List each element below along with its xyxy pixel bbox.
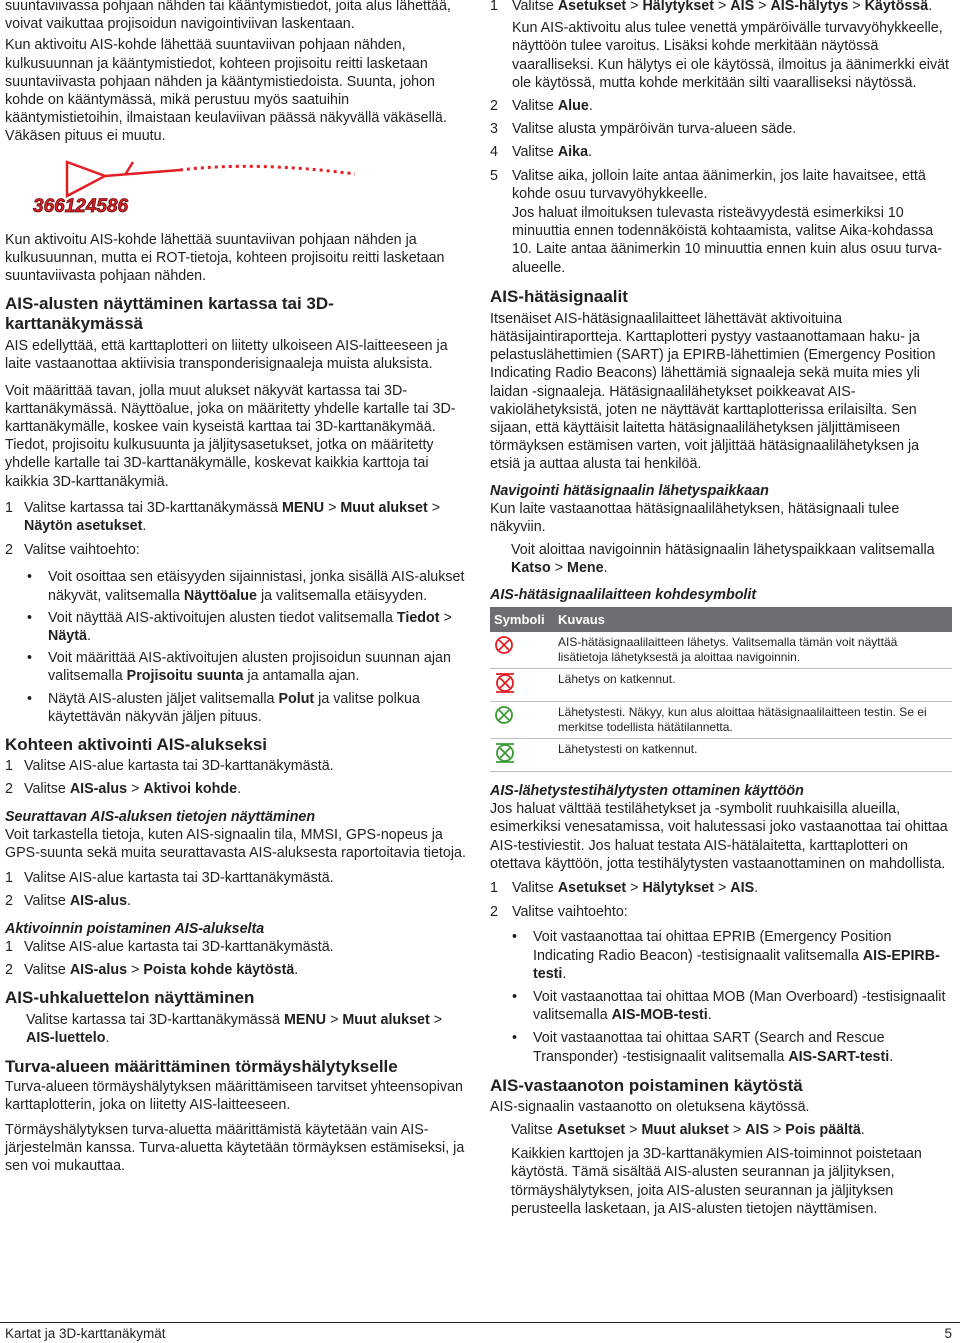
display-paragraph-1: AIS edellyttää, että karttaplotteri on liitetty ulkoiseen AIS-laitteeseen ja laite vastaanottaa aktiivisia transponderisignaaleja muista aluksista. xyxy=(5,338,448,373)
display-paragraph-2: Voit määrittää tavan, jolla muut alukset näkyvät kartassa tai 3D-karttanäkymässä. Näyttöalue, joka on määritetty yhdelle kartalle tai 3D-karttanäkymälle, koskee vain kyseistä karttaa tai 3D-karttanäkymää. Tiedot, projisoitu kulkusuunta ja jäljitysasetukset, jotka on määritetty yhdelle kartalle tai 3D-karttanäkymälle, koskevat kaikkia karttoja tai kaikkia 3D-karttanäkymiä. xyxy=(5,382,456,490)
distress-symbols-table xyxy=(490,607,952,772)
tracked-vessel-paragraph: Voit tarkastella tietoja, kuten AIS-signaalin tila, MMSI, GPS-nopeus ja GPS-suunta sekä muita seurattavasta AIS-aluksesta raportoitavia tietoja. xyxy=(5,826,466,861)
table-row xyxy=(490,668,952,701)
disable-ais-note: Kaikkien karttojen ja 3D-karttanäkymien AIS-toiminnot poistetaan käytöstä. Tämä sisältää AIS-alusten seurannan ja jäljityksen, törmäyshälytyksen, joita AIS-alusten seurannan ja jäljityksen perusteella lasketaan, ja AIS-alusten tietojen näyttämisen. xyxy=(511,1146,922,1217)
activate-step-1: 1 Valitse AIS-alue kartasta tai 3D-karttanäkymästä. xyxy=(5,758,334,775)
display-step-2: 2 Valitse vaihtoehto: xyxy=(5,542,140,559)
deactivate-step-2: 2 Valitse AIS-alus > Poista kohde käytöstä. xyxy=(5,961,299,978)
test-step-1: 1 Valitse Asetukset > Hälytykset > AIS. xyxy=(490,879,759,896)
distress-lost-red-icon xyxy=(494,672,516,694)
test-option-sart: • Voit vastaanottaa tai ohittaa SART (Search and Rescue Transponder) -testisignaalit valitsemalla AIS-SART-testi. xyxy=(512,1029,952,1065)
ais-target-turn-illustration xyxy=(5,156,467,218)
zone-step-3: 3 Valitse alusta ympäröivän turva-alueen säde. xyxy=(490,121,797,138)
heading-target-symbols: AIS-hätäsignaalilaitteen kohdesymbolit xyxy=(490,586,757,603)
display-option-projected-heading: • Voit määrittää AIS-aktivoitujen alusten projisoidun suunnan ajan valitsemalla Projisoitu suunta ja antamalla ajan. xyxy=(27,649,467,685)
zone-step-5-note: Jos haluat ilmoituksen tulevasta risteävyydestä esimerkiksi 10 minuuttia ennen todennäköistä kohtaamista, valitse Aika-kohdassa 10. Laite antaa äänimerkin 10 minuuttia ennen kuin alus osuu turva-alueelle. xyxy=(512,205,942,276)
deactivate-step-1: 1 Valitse AIS-alue kartasta tai 3D-karttanäkymästä. xyxy=(5,938,334,955)
navigate-distress-instruction: Voit aloittaa navigoinnin hätäsignaalin lähetyspaikkaan valitsemalla Katso > Mene. xyxy=(511,542,935,577)
distress-active-red-icon xyxy=(494,635,514,655)
safe-zone-paragraph-1: Turva-alueen törmäyshälytyksen määrittämiseen tarvitset yhteensopivan karttaplotterin, joka on liitetty AIS-laitteeseen. xyxy=(5,1078,463,1113)
ais-projected-course-graphic xyxy=(5,156,467,218)
test-step-2: 2 Valitse vaihtoehto: xyxy=(490,904,628,921)
heading-distress-signals: AIS-hätäsignaalit xyxy=(490,286,628,306)
table-header-row xyxy=(490,607,952,632)
test-option-mob: • Voit vastaanottaa tai ohittaa MOB (Man Overboard) -testisignaalit valitsemalla AIS-MOB-testi. xyxy=(512,988,952,1024)
zone-step-2: 2 Valitse Alue. xyxy=(490,98,593,115)
tracked-step-2: 2 Valitse AIS-alus. xyxy=(5,893,132,910)
zone-step-5: 5 Valitse aika, jolloin laite antaa äänimerkin, jos laite havaitsee, että kohde osuu turvavyöhykkeelle. xyxy=(490,167,926,202)
projected-course-line xyxy=(180,166,355,174)
display-step-1: 1 Valitse kartassa tai 3D-karttanäkymässä MENU > Muut alukset > Näytön asetukset. xyxy=(5,499,441,535)
display-option-range: • Voit osoittaa sen etäisyyden sijainnistasi, jonka sisällä AIS-alukset näkyvät, valitsemalla Näyttöalue ja valitsemalla etäisyyden. xyxy=(27,568,467,604)
ais-target-triangle-icon xyxy=(67,162,105,196)
table-cell-description: Lähetys on katkennut. xyxy=(554,668,952,701)
zone-step-1-note: Kun AIS-aktivoitu alus tulee venettä ympäröivälle turvavyöhykkeelle, näyttöön tulee varoitus. Lisäksi kohde merkitään näytössä vaaralliseksi. Kun hälytys ei ole käytössä, ilmoitus ja äänimerkki eivät ole käytössä, mutta kohde merkitään silti vaaralliseksi näytössä. xyxy=(512,20,950,91)
intro-paragraph-3: Kun aktivoitu AIS-kohde lähettää suuntaviivan pohjaan nähden ja kulkusuunnan, mutta ei ROT-tietoja, kohteen projisoitu reitti lasketaan suuntaviivasta pohjaan nähden. xyxy=(5,231,445,285)
heading-activate-target: Kohteen aktivointi AIS-alukseksi xyxy=(5,735,267,755)
navigate-distress-paragraph: Kun laite vastaanottaa hätäsignaalilähetyksen, hätäsignaali tulee näkyviin. xyxy=(490,500,900,536)
heading-test-alerts: AIS-lähetystestihälytysten ottaminen käyttöön xyxy=(490,782,804,799)
heading-deactivate-target: Aktivoinnin poistaminen AIS-alukselta xyxy=(5,920,265,937)
heading-tracked-vessel: Seurattavan AIS-aluksen tietojen näyttäminen xyxy=(5,808,316,825)
table-row xyxy=(490,738,952,771)
zone-step-1: 1 Valitse Asetukset > Hälytykset > AIS > AIS-hälytys > Käytössä. xyxy=(490,0,933,14)
heading-ais-display: AIS-alusten näyttäminen kartassa tai 3D-karttanäkymässä xyxy=(5,294,334,334)
footer-section-title: Kartat ja 3D-karttanäkymät xyxy=(5,1326,166,1341)
distress-paragraph: Itsenäiset AIS-hätäsignaalilaitteet lähettävät aktivoituina hätäsijaintiraportteja. Karttaplotteri pystyy vastaanottamaan haku- ja pelastuslähettimien (SART) ja EPIRB-lähettimien (Emergency Position Indicating Radio Beacons) lähettämiä signaaleja sekä muita mies yli laidan -signaaleja. Hätäsignaalilähetykset poikkeavat AIS-vakiolähetyksistä, joten ne näyttävät karttaplotterissa erilaisilta. Sen sijaan, että käyttäisit laitetta hätäsignaalilähetyksen jäljittämiseen törmäyksen estämisen varten, voit jäljittää hätäsignaalilähetyksen ja etsiä ja auttaa alusta tai henkilöä. xyxy=(490,310,936,473)
table-row xyxy=(490,632,952,669)
heading-line xyxy=(105,170,180,176)
table-cell-description: Lähetystesti. Näkyy, kun alus aloittaa hätäsignaalilaitteen testin. Se ei merkitse todellista hätätilannetta. xyxy=(554,701,952,738)
zone-step-4: 4 Valitse Aika. xyxy=(490,144,593,161)
right-column xyxy=(490,0,952,1218)
display-option-trails: • Näytä AIS-alusten jäljet valitsemalla Polut ja valitse polkua käytettävän näkyvän jäljen pituus. xyxy=(27,690,467,726)
heading-safe-zone: Turva-alueen määrittäminen törmäyshälytykselle xyxy=(5,1056,398,1076)
disable-ais-paragraph: AIS-signaalin vastaanotto on oletuksena käytössä. xyxy=(490,1098,810,1115)
tracked-step-1: 1 Valitse AIS-alue kartasta tai 3D-karttanäkymästä. xyxy=(5,870,334,887)
safe-zone-paragraph-2: Törmäyshälytyksen turva-aluetta määrittämistä käytetään vain AIS-järjestelmän kanssa. Turva-aluetta käytetään törmäyksen estämiseksi, ja sen voi mukauttaa. xyxy=(5,1121,465,1175)
heading-navigate-distress: Navigointi hätäsignaalin lähetyspaikkaan xyxy=(490,482,769,499)
threat-list-instruction: Valitse kartassa tai 3D-karttanäkymässä MENU > Muut alukset > AIS-luettelo. xyxy=(26,1012,443,1047)
column-header-symbol: Symboli xyxy=(490,607,554,632)
display-option-details: • Voit näyttää AIS-aktivoitujen alusten tiedot valitsemalla Tiedot > Näytä. xyxy=(27,609,467,645)
column-header-description: Kuvaus xyxy=(554,607,952,632)
test-alerts-paragraph: Jos haluat välttää testilähetykset ja -symbolit ruuhkaisilla alueilla, esimerkiksi venesatamissa, voit halutessasi joko vastaanottaa tai ohittaa AIS-testiviestit. Jos haluat testata AIS-hätälaitetta, karttaplotteri on otettava käyttöön, jotta testihälytysten vastaanottaminen on mahdollista. xyxy=(490,801,948,872)
test-active-green-icon xyxy=(494,705,514,725)
intro-paragraph-1: suuntaviivassa pohjaan nähden tai kääntymistiedot, joita alus lähettää, voivat vaikuttaa projisoidun navigointiviivan laskentaan. xyxy=(5,0,451,33)
heading-threat-list: AIS-uhkaluettelon näyttäminen xyxy=(5,988,255,1008)
test-lost-green-icon xyxy=(494,742,516,764)
intro-paragraph-2: Kun aktivoitu AIS-kohde lähettää suuntaviivan pohjaan nähden, kulkusuunnan ja kääntymistiedot, kohteen projisoitu reitti lasketaan suuntaviivasta pohjaan nähden ja kääntymistiedoista. Suunta, johon kohde on kääntymässä, mikä perustuu myös saatuihin kääntymistietoihin, ilmaistaan keulaviivan päässä näkyvällä väkäsellä. Väkäsen pituus ei muutu. xyxy=(5,37,447,145)
mmsi-label: 366124586 xyxy=(33,195,129,217)
heading-disable-ais: AIS-vastaanoton poistaminen käytöstä xyxy=(490,1075,803,1095)
left-column xyxy=(5,0,467,1176)
activate-step-2: 2 Valitse AIS-alus > Aktivoi kohde. xyxy=(5,781,242,798)
table-cell-description: AIS-hätäsignaalilaitteen lähetys. Valitsemalla tämän voit näyttää lisätietoja lähetyksestä ja aloittaa navigoinnin. xyxy=(554,632,952,669)
page-footer xyxy=(0,1322,960,1341)
table-cell-description: Lähetystesti on katkennut. xyxy=(554,738,952,771)
disable-ais-instruction: Valitse Asetukset > Muut alukset > AIS > Pois päältä. xyxy=(511,1121,865,1138)
footer-page-number: 5 xyxy=(944,1326,952,1341)
table-row xyxy=(490,701,952,738)
test-option-epirb: • Voit vastaanottaa tai ohittaa EPRIB (Emergency Position Indicating Radio Beacon) -testisignaalit valitsemalla AIS-EPIRB-testi. xyxy=(512,928,952,983)
